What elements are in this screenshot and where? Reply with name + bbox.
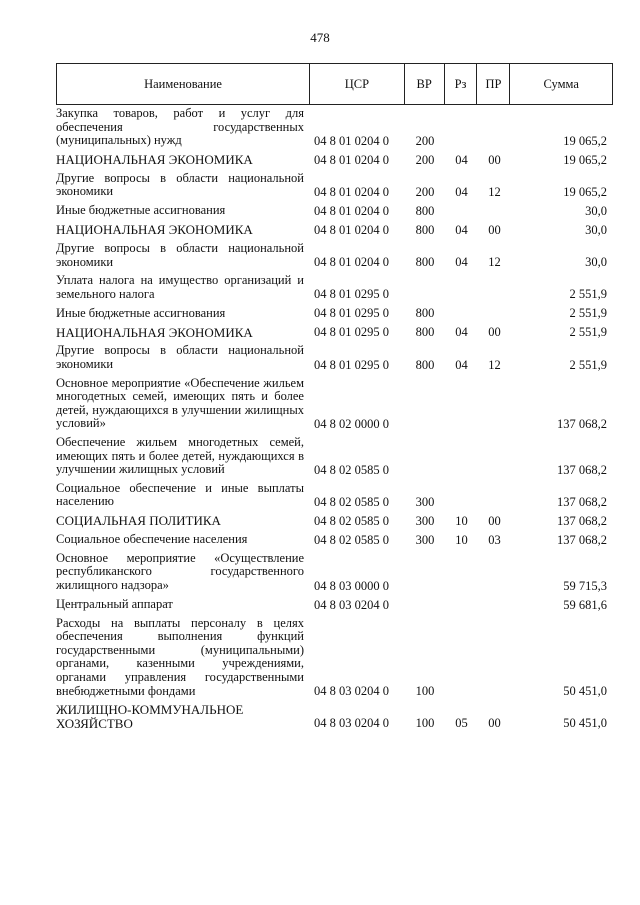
table-row	[56, 306, 613, 320]
row-rz: 10	[455, 532, 468, 547]
table-header	[56, 63, 613, 105]
row-pr: 00	[488, 716, 501, 731]
row-sum: 50 451,0	[563, 716, 607, 731]
row-name: Закупка товаров, работ и услуг для обеспечения государственных (муниципальных) нужд	[56, 106, 304, 148]
row-sum: 137 068,2	[557, 532, 607, 547]
row-name: СОЦИАЛЬНАЯ ПОЛИТИКА	[56, 513, 221, 529]
row-rz: 04	[455, 152, 468, 167]
table-row	[56, 274, 613, 301]
table-row	[56, 172, 613, 199]
row-csr: 04 8 01 0295 0	[314, 287, 389, 302]
row-name: Основное мероприятие «Осуществление республиканского государственного жилищного надзора»	[56, 550, 304, 593]
row-csr: 04 8 02 0585 0	[314, 462, 389, 477]
row-csr: 04 8 02 0585 0	[314, 494, 389, 509]
table-row	[56, 598, 613, 612]
header-rz: Рз	[445, 64, 478, 104]
row-sum: 137 068,2	[557, 416, 607, 431]
row-sum: 2 551,9	[569, 287, 607, 302]
row-name: НАЦИОНАЛЬНАЯ ЭКОНОМИКА	[56, 324, 253, 340]
row-sum: 137 068,2	[557, 462, 607, 477]
row-csr: 04 8 01 0204 0	[314, 133, 389, 148]
row-rz: 04	[455, 255, 468, 270]
row-sum: 2 551,9	[569, 357, 607, 372]
row-pr: 12	[488, 357, 501, 372]
table-row	[56, 325, 613, 339]
row-pr: 00	[488, 222, 501, 237]
row-name: Обеспечение жильем многодетных семей, имеющих пять и более детей, нуждающихся в улучшении жилищных условий	[56, 434, 304, 477]
row-name: ЖИЛИЩНО-КОММУНАЛЬНОЕ ХОЗЯЙСТВО	[56, 702, 244, 731]
header-name: Наименование	[57, 64, 310, 104]
row-name: НАЦИОНАЛЬНАЯ ЭКОНОМИКА	[56, 152, 253, 168]
table-row	[56, 223, 613, 237]
table-row	[56, 153, 613, 167]
row-vr: 800	[415, 325, 435, 340]
row-sum: 2 551,9	[569, 306, 607, 321]
row-sum: 59 715,3	[563, 578, 607, 593]
row-name: Иные бюджетные ассигнования	[56, 203, 226, 218]
row-pr: 00	[488, 513, 501, 528]
row-vr: 200	[415, 184, 435, 199]
row-vr: 300	[415, 532, 435, 547]
row-sum: 59 681,6	[563, 597, 607, 612]
row-rz: 10	[455, 513, 468, 528]
table-row	[56, 377, 613, 431]
row-csr: 04 8 03 0000 0	[314, 578, 389, 593]
row-csr: 04 8 01 0204 0	[314, 255, 389, 270]
row-vr: 100	[415, 716, 435, 731]
row-sum: 50 451,0	[563, 684, 607, 699]
row-pr: 12	[488, 184, 501, 199]
row-sum: 137 068,2	[557, 494, 607, 509]
row-rz: 05	[455, 716, 468, 731]
row-sum: 30,0	[585, 255, 607, 270]
row-sum: 30,0	[585, 203, 607, 218]
row-csr: 04 8 01 0295 0	[314, 357, 389, 372]
table-row	[56, 242, 613, 269]
table-row	[56, 204, 613, 218]
row-name: Другие вопросы в области национальной экономики	[56, 240, 304, 269]
row-csr: 04 8 01 0295 0	[314, 306, 389, 321]
row-sum: 30,0	[585, 222, 607, 237]
row-csr: 04 8 02 0000 0	[314, 416, 389, 431]
table-row	[56, 344, 613, 371]
row-vr: 800	[415, 255, 435, 270]
header-pr: ПР	[477, 64, 510, 104]
row-csr: 04 8 01 0204 0	[314, 203, 389, 218]
row-vr: 800	[415, 306, 435, 321]
row-pr: 00	[488, 152, 501, 167]
table-row	[56, 703, 613, 730]
table-row	[56, 617, 613, 699]
row-name: Расходы на выплаты персоналу в целях обеспечения выполнения функций государственными (муниципальными) органами, казенными учреждениями, органами управления государственными внебюджетными фондами	[56, 615, 304, 698]
row-sum: 19 065,2	[563, 152, 607, 167]
row-name: Другие вопросы в области национальной экономики	[56, 343, 304, 371]
row-name: Центральный аппарат	[56, 597, 173, 612]
row-rz: 04	[455, 325, 468, 340]
row-vr: 100	[415, 684, 435, 699]
row-name: Социальное обеспечение и иные выплаты населению	[56, 480, 304, 509]
row-sum: 19 065,2	[563, 133, 607, 148]
row-rz: 04	[455, 222, 468, 237]
row-csr: 04 8 01 0295 0	[314, 325, 389, 340]
row-pr: 03	[488, 532, 501, 547]
header-vr: ВР	[405, 64, 445, 104]
table-row	[56, 107, 613, 148]
row-name: НАЦИОНАЛЬНАЯ ЭКОНОМИКА	[56, 222, 253, 238]
row-csr: 04 8 01 0204 0	[314, 222, 389, 237]
row-csr: 04 8 03 0204 0	[314, 716, 389, 731]
row-name: Другие вопросы в области национальной экономики	[56, 170, 304, 199]
row-vr: 300	[415, 513, 435, 528]
row-sum: 137 068,2	[557, 513, 607, 528]
row-csr: 04 8 02 0585 0	[314, 532, 389, 547]
row-pr: 00	[488, 325, 501, 340]
row-vr: 800	[415, 222, 435, 237]
row-sum: 2 551,9	[569, 325, 607, 340]
table-row	[56, 482, 613, 509]
row-vr: 200	[415, 133, 435, 148]
header-sum: Сумма	[543, 76, 579, 91]
table-row	[56, 552, 613, 593]
table-row	[56, 436, 613, 477]
row-vr: 300	[415, 494, 435, 509]
table-row	[56, 514, 613, 528]
row-rz: 04	[455, 357, 468, 372]
row-sum: 19 065,2	[563, 184, 607, 199]
row-name: Социальное обеспечение населения	[56, 532, 248, 547]
row-rz: 04	[455, 184, 468, 199]
header-csr: ЦСР	[310, 64, 405, 104]
table-row	[56, 533, 613, 547]
row-name: Иные бюджетные ассигнования	[56, 305, 226, 320]
table-body	[56, 107, 613, 735]
row-vr: 200	[415, 152, 435, 167]
row-vr: 800	[415, 357, 435, 372]
row-name: Уплата налога на имущество организаций и земельного налога	[56, 273, 304, 301]
page-number: 478	[310, 30, 330, 45]
row-vr: 800	[415, 203, 435, 218]
row-name: Основное мероприятие «Обеспечение жильем многодетных семей, имеющих пять и более детей, нуждающихся в улучшении жилищных условий»	[56, 375, 304, 431]
row-csr: 04 8 03 0204 0	[314, 597, 389, 612]
row-csr: 04 8 02 0585 0	[314, 513, 389, 528]
row-csr: 04 8 01 0204 0	[314, 184, 389, 199]
row-csr: 04 8 03 0204 0	[314, 684, 389, 699]
row-pr: 12	[488, 255, 501, 270]
row-csr: 04 8 01 0204 0	[314, 152, 389, 167]
